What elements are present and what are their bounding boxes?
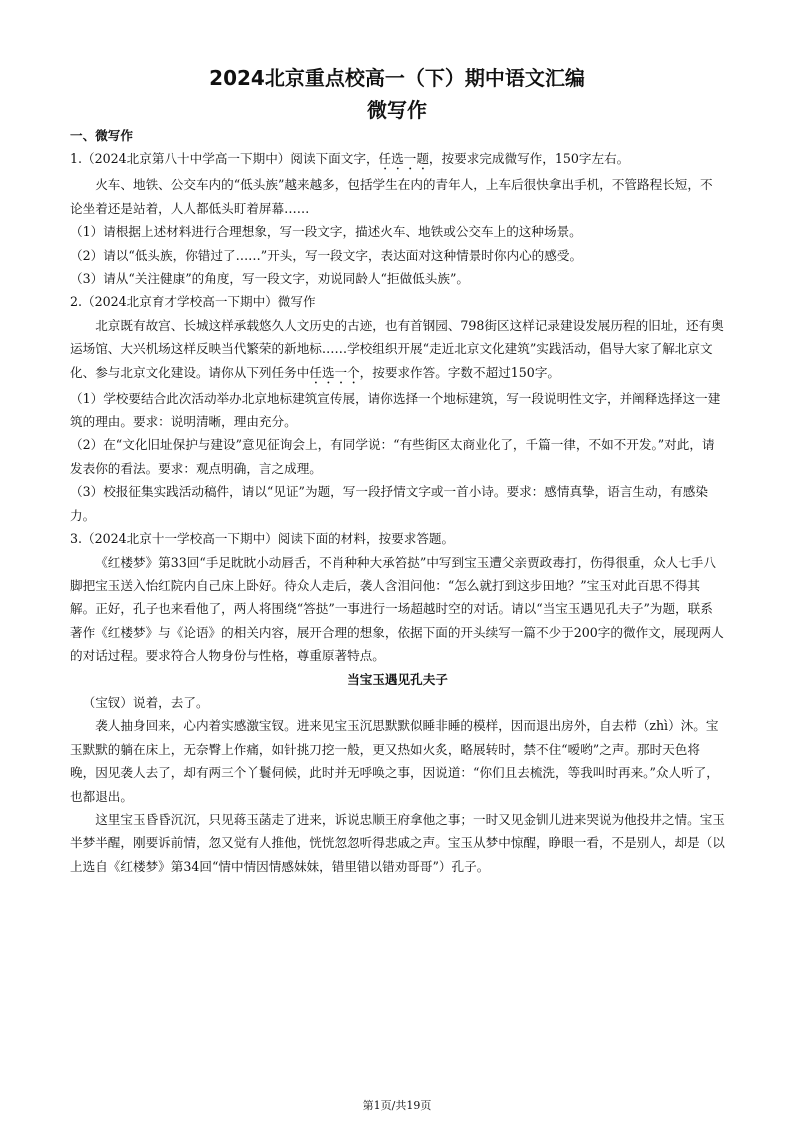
document-title: 2024北京重点校高一（下）期中语文汇编 bbox=[209, 66, 585, 90]
page-number: 第1页/共19页 bbox=[362, 1099, 432, 1112]
q2-passage-b: ，按要求作答。字数不超过150字。 bbox=[359, 364, 561, 380]
essay-paragraph-3: 这里宝玉昏昏沉沉，只见蒋玉菡走了进来，诉说忠顺王府拿他之事；一时又见金钏儿进来哭说为他投井之情。宝玉半梦半醒，刚要诉前情，忽又觉有人推他，恍恍忽忽听得悲戚之声。宝玉从梦中惊醒，睁眼一看，不是别人，却是（以上选自《红楼梦》第34回“情中情因情感妹妹，错里错以错劝哥哥”）孔子。 bbox=[70, 811, 725, 874]
q2-item-2: （2）在“文化旧址保护与建设”意见征询会上，有同学说：“有些街区太商业化了，千篇一律，不如不开发。”对此，请发表你的看法。要求：观点明确，言之成理。 bbox=[70, 437, 715, 476]
q1-intro bbox=[70, 147, 725, 173]
q1-intro-emphasis: 任选一题 bbox=[378, 151, 429, 167]
q3-intro: 3.（2024北京十一学校高一下期中）阅读下面的材料，按要求答题。 bbox=[70, 531, 455, 547]
q2-item-3: （3）校报征集实践活动稿件，请以“见证”为题，写一段抒情文字或一首小诗。要求：感情真挚，语言生动，有感染力。 bbox=[70, 484, 708, 523]
essay-paragraph-1: （宝钗）说着，去了。 bbox=[82, 694, 209, 710]
essay-paragraph-2: 袭人抽身回来，心内着实感激宝钗。进来见宝玉沉思默默似睡非睡的模样，因而退出房外，自去栉（zhì）沐。宝玉默默的躺在床上，无奈臀上作痛，如针挑刀挖一般，更又热如火炙，略展转时，禁不住“嗳哟”之声。那时天色将晚，因见袭人去了，却有两三个丫鬟伺候，此时并无呼唤之事，因说道：“你们且去梳洗，等我叫时再来。”众人听了，也都退出。 bbox=[70, 718, 719, 804]
section-heading: 一、微写作 bbox=[70, 128, 133, 143]
document-body bbox=[70, 124, 725, 878]
q1-item-3: （3）请从“关注健康”的角度，写一段文字，劝说同龄人“拒做低头族”。 bbox=[70, 271, 469, 287]
q2-item-1: （1）学校要结合此次活动举办北京地标建筑宣传展，请你选择一个地标建筑，写一段说明性文字，并阐释选择这一建筑的理由。要求：说明清晰，理由充分。 bbox=[70, 390, 721, 430]
page-footer bbox=[0, 1097, 794, 1113]
q2-passage-a: 北京既有故宫、长城这样承载悠久人文历史的古迹，也有首钢园、798街区这样记录建设发展历程的旧址，还有奥运场馆、大兴机场这样反映当代繁荣的新地标……学校组织开展“走近北京文化建筑”实践活动，倡导大家了解北京文化、参与北京文化建设。请你从下列任务中 bbox=[70, 317, 724, 380]
document-subtitle: 微写作 bbox=[367, 98, 427, 122]
q2-intro: 2.（2024北京育才学校高一下期中）微写作 bbox=[70, 294, 316, 310]
q1-item-2: （2）请以“低头族，你错过了……”开头，写一段文字，表达面对这种情景时你内心的感受。 bbox=[70, 247, 583, 263]
q1-intro-a: 1.（2024北京第八十中学高一下期中）阅读下面文字， bbox=[70, 151, 379, 167]
q3-passage: 《红楼梦》第33回“手足眈眈小动唇舌，不肖种种大承笞挞”中写到宝玉遭父亲贾政毒打，伤得很重，众人七手八脚把宝玉送入怡红院内自己床上卧好。待众人走后，袭人含泪问他：“怎么就打到这步田地？”宝玉对此百思不得其解。正好，孔子也来看他了，两人将围绕“答挞”一事进行一场超越时空的对话。请以“当宝玉遇见孔夫子”为题，联系著作《红楼梦》与《论语》的相关内容，展开合理的想象，依据下面的开头续写一篇不少于200字的微作文，展现两人的对话过程。要求符合人物身份与性格，尊重原著特点。 bbox=[70, 554, 724, 664]
q1-intro-b: ，按要求完成微写作，150字左右。 bbox=[428, 151, 630, 167]
q2-passage bbox=[70, 314, 725, 387]
essay-title: 当宝玉遇见孔夫子 bbox=[347, 671, 448, 687]
q1-passage: 火车、地铁、公交车内的“低头族”越来越多，包括学生在内的青年人，上车后很快拿出手机，不管路程长短，不论坐着还是站着，人人都低头盯着屏幕…… bbox=[70, 177, 713, 216]
q2-passage-emphasis: 任选一个 bbox=[309, 364, 360, 380]
q1-item-1: （1）请根据上述材料进行合理想象，写一段文字，描述火车、地铁或公交车上的这种场景。 bbox=[70, 224, 582, 240]
